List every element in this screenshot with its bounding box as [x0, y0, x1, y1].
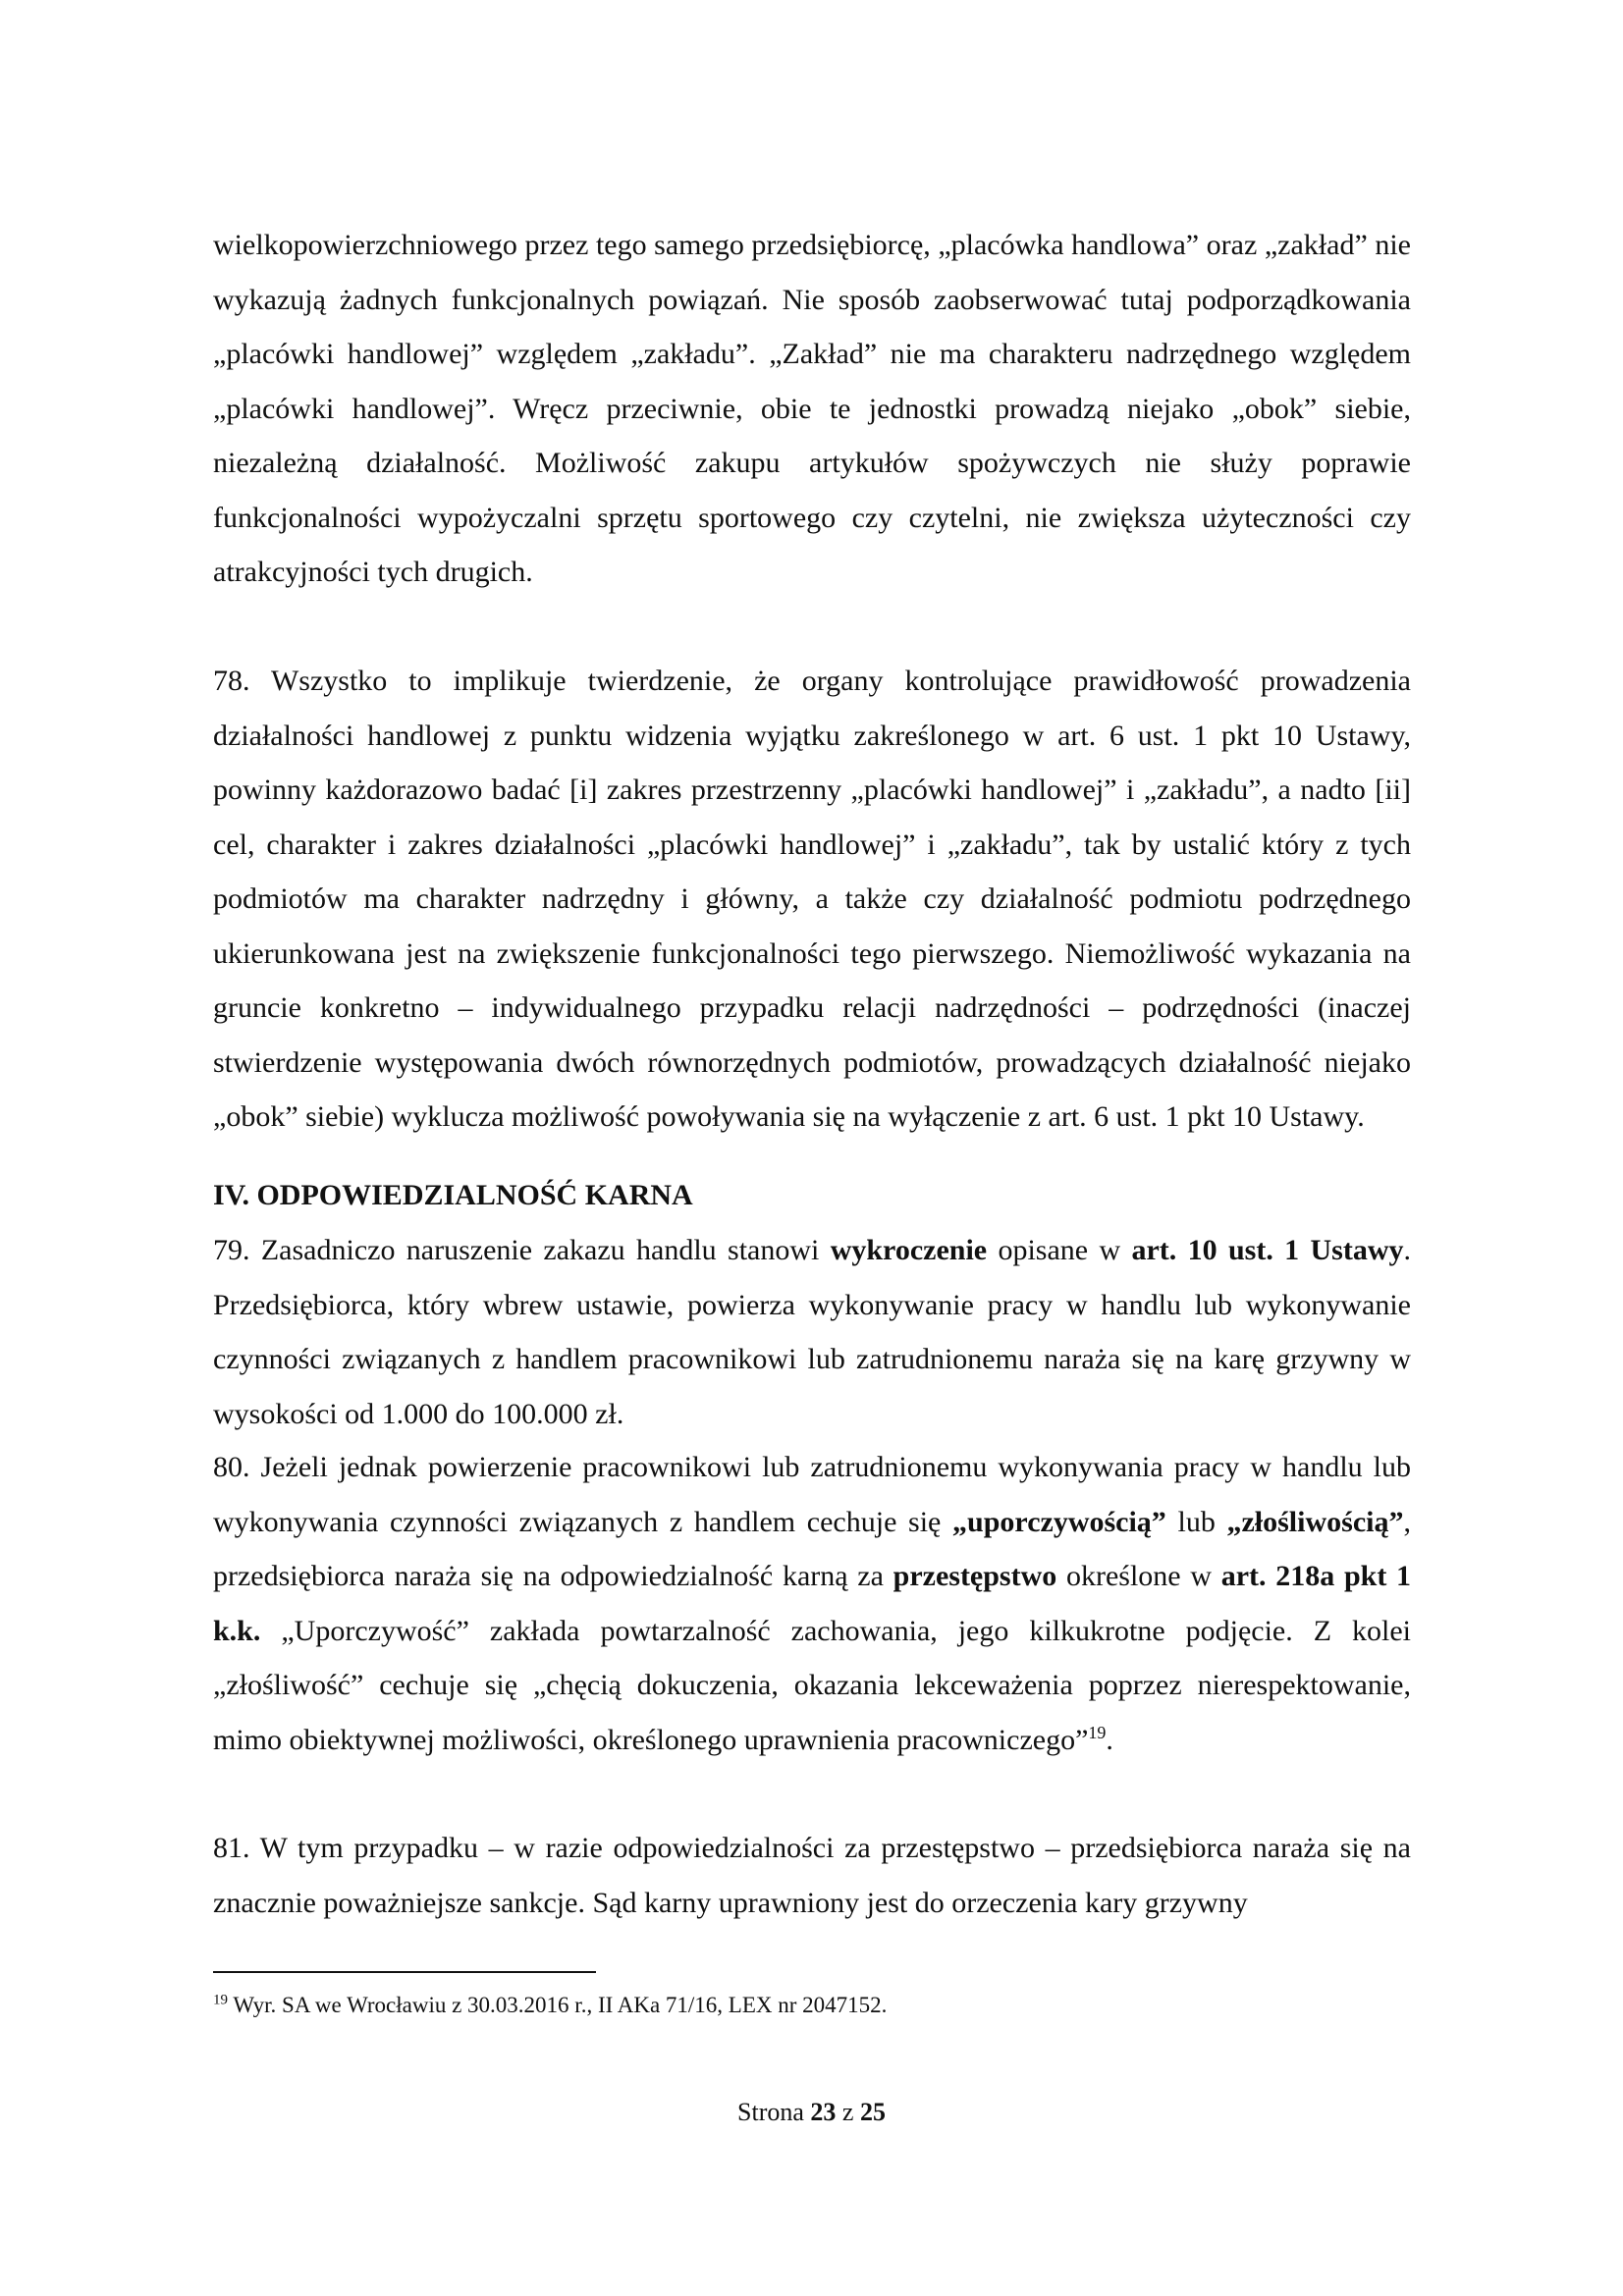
total-page-count: 25	[859, 2098, 886, 2126]
paragraph-text-a: Jeżeli jednak powierzenie pracownikowi lub zatrudnionemu wykonywania pracy w handlu lub wykonywania czynności związanych z handlem cechuje się	[213, 1451, 1412, 1538]
current-page-number: 23	[810, 2098, 837, 2126]
paragraph-80	[213, 1440, 1411, 1767]
paragraph-number: 78.	[213, 665, 250, 697]
paragraph-text: W tym przypadku – w razie odpowiedzialności za przestępstwo – przedsiębiorca naraża się na znacznie poważniejsze sankcje. Sąd karny uprawniony jest do orzeczenia kary grzywny	[213, 1832, 1411, 1919]
footnote-number: 19	[213, 1992, 228, 2008]
page-footer	[0, 2098, 1623, 2127]
footer-middle: z	[836, 2098, 860, 2126]
paragraph-number: 81.	[213, 1832, 250, 1864]
bold-term-article: art. 10 ust. 1 Ustawy	[1131, 1234, 1404, 1266]
bold-term-przestepstwo: przestępstwo	[893, 1560, 1057, 1592]
paragraph-text-g: określone w	[1056, 1560, 1221, 1592]
footnote-reference[interactable]: 19	[1088, 1722, 1107, 1742]
intro-text: wielkopowierzchniowego przez tego samego przedsiębiorcę, „placówka handlowa” oraz „zakład” nie wykazują żadnych funkcjonalnych powiązań. Nie sposób zaobserwować tutaj podporządkowania „placówki handlowej” względem „zakładu”. „Zakład” nie ma charakteru nadrzędnego względem „placówki handlowej”. Wręcz przeciwnie, obie te jednostki prowadzą niejako „obok” siebie, niezależną działalność. Możliwość zakupu artykułów spożywczych nie służy poprawie funkcjonalności wypożyczalni sprzętu sportowego czy czytelni, nie zwiększa użyteczności czy atrakcyjności tych drugich.	[213, 229, 1411, 588]
paragraph-text: Wszystko to implikuje twierdzenie, że organy kontrolujące prawidłowość prowadzenia działalności handlowej z punktu widzenia wyjątku zakreślonego w art. 6 ust. 1 pkt 10 Ustawy, powinny każdorazowo badać [i] zakres przestrzenny „placówki handlowej” i „zakładu”, a nadto [ii] cel, charakter i zakres działalności „placówki handlowej” i „zakładu”, tak by ustalić który z tych podmiotów ma charakter nadrzędny i główny, a także czy działalność podmiotu podrzędnego ukierunkowana jest na zwiększenie funkcjonalności tego pierwszego. Niemożliwość wykazania na gruncie konkretno – indywidualnego przypadku relacji nadrzędności – podrzędności (inaczej stwierdzenie występowania dwóch równorzędnych podmiotów, prowadzących działalność niejako „obok” siebie) wyklucza możliwość powoływania się na wyłączenie z art. 6 ust. 1 pkt 10 Ustawy.	[213, 665, 1411, 1133]
footer-prefix: Strona	[737, 2098, 811, 2126]
paragraph-text-j: .	[1106, 1723, 1113, 1756]
paragraph-81	[213, 1821, 1411, 1930]
paragraph-78	[213, 654, 1411, 1145]
footnote-divider	[213, 1971, 596, 1973]
paragraph-number: 80.	[213, 1451, 250, 1483]
footnote	[213, 1991, 887, 2020]
paragraph-text-i: „Uporczywość” zakłada powtarzalność zachowania, jego kilkukrotne podjęcie. Z kolei „złośliwość” cechuje się „chęcią dokuczenia, okazania lekceważenia poprzez nierespektowanie, mimo obiektywnej możliwości, określonego uprawnienia pracowniczego”	[213, 1614, 1411, 1756]
footnote-text: Wyr. SA we Wrocławiu z 30.03.2016 r., II AKa 71/16, LEX nr 2047152.	[228, 1993, 888, 2017]
section-heading: IV. ODPOWIEDZIALNOŚĆ KARNA	[213, 1179, 693, 1211]
paragraph-79	[213, 1223, 1411, 1441]
paragraph-text-c: opisane w	[987, 1234, 1132, 1266]
bold-term-kk-article: art. 218a pkt 1 k.k.	[213, 1560, 1412, 1647]
paragraph-number: 79.	[213, 1234, 250, 1266]
bold-term-wykroczenie: wykroczenie	[830, 1234, 988, 1266]
intro-paragraph	[213, 218, 1411, 600]
paragraph-text-a: Zasadniczo naruszenie zakazu handlu stanowi	[260, 1234, 831, 1266]
paragraph-text-e: , przedsiębiorca naraża się na odpowiedzialność karną za	[213, 1505, 1411, 1592]
paragraph-text-e: . Przedsiębiorca, który wbrew ustawie, powierza wykonywanie pracy w handlu lub wykonywanie czynności związanych z handlem pracownikowi lub zatrudnionemu naraża się na karę grzywny w wysokości od 1.000 do 100.000 zł.	[213, 1234, 1412, 1430]
bold-term-zlosliwosc: „złośliwością”	[1226, 1505, 1404, 1538]
bold-term-uporczywosc: „uporczywością”	[952, 1505, 1166, 1538]
paragraph-text-c: lub	[1165, 1505, 1227, 1538]
